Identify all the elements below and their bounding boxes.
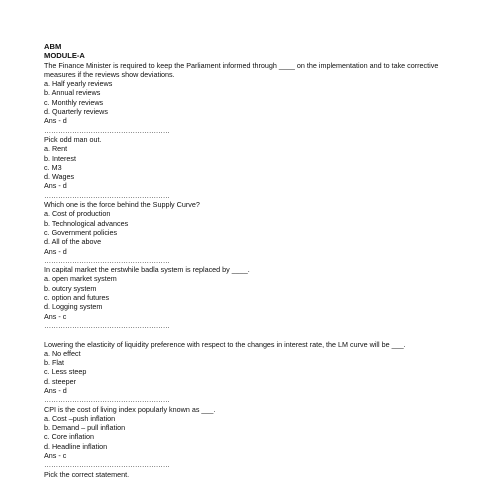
answer-text: Ans - d [44, 385, 67, 395]
answer-text: Ans - c [44, 311, 67, 321]
dotted-separator: ……………………………………………… [44, 395, 170, 405]
question-block-6 [44, 405, 464, 470]
option-c: c. Core inflation [44, 432, 94, 442]
option-c: c. M3 [44, 162, 62, 172]
option-b: b. outcry system [44, 283, 97, 293]
question-text: CPI is the cost of living index popularly known as ___. [44, 404, 216, 414]
question-text: Lowering the elasticity of liquidity preference with respect to the changes in interest rate, the LM curve will be ___. [44, 339, 406, 349]
document-page [44, 42, 464, 479]
answer-text: Ans - d [44, 181, 67, 191]
answer-text: Ans - d [44, 116, 67, 126]
option-d: d. Wages [44, 172, 75, 182]
question-block-7 [44, 470, 464, 479]
answer-text: Ans - c [44, 451, 67, 461]
option-b: b. Interest [44, 153, 76, 163]
dotted-separator: ……………………………………………… [44, 320, 170, 330]
option-a: a. Rent [44, 144, 68, 154]
question-text: In capital market the erstwhile badla system is replaced by ____. [44, 265, 250, 275]
option-d: d. All of the above [44, 237, 102, 247]
option-d: d. Quarterly reviews [44, 107, 108, 117]
question-block-2 [44, 135, 464, 200]
dotted-separator: ……………………………………………… [44, 255, 170, 265]
question-block-4 [44, 265, 464, 330]
dotted-separator: ……………………………………………… [44, 125, 170, 135]
option-b: b. Flat [44, 358, 64, 368]
question-block-3 [44, 200, 464, 265]
question-text: Pick the correct statement. [44, 469, 130, 479]
option-b: b. Annual reviews [44, 88, 101, 98]
option-c: c. option and futures [44, 293, 110, 303]
option-a: a. Cost –push inflation [44, 413, 116, 423]
dotted-separator: ……………………………………………… [44, 460, 170, 470]
question-text: The Finance Minister is required to keep the Parliament informed through ____ on the implementation and to take corrective measures if the reviews show deviations. [44, 60, 441, 79]
question-text: Which one is the force behind the Supply Curve? [44, 200, 200, 210]
question-block-5 [44, 340, 464, 405]
document-title: ABM [44, 42, 62, 51]
option-c: c. Government policies [44, 227, 118, 237]
dotted-separator: ……………………………………………… [44, 190, 170, 200]
blank-line [44, 330, 464, 339]
option-d: d. Logging system [44, 302, 103, 312]
option-d: d. Headline inflation [44, 441, 108, 451]
option-b: b. Demand – pull inflation [44, 423, 126, 433]
option-b: b. Technological advances [44, 218, 129, 228]
option-a: a. No effect [44, 348, 81, 358]
answer-text: Ans - d [44, 246, 67, 256]
option-c: c. Monthly reviews [44, 97, 104, 107]
option-c: c. Less steep [44, 367, 87, 377]
question-text: Pick odd man out. [44, 134, 102, 144]
question-block-1 [44, 61, 464, 135]
option-a: a. Cost of production [44, 209, 111, 219]
option-a: a. open market system [44, 274, 117, 284]
option-a: a. Half yearly reviews [44, 79, 113, 89]
option-d: d. steeper [44, 376, 76, 386]
module-heading: MODULE-A [44, 51, 85, 61]
